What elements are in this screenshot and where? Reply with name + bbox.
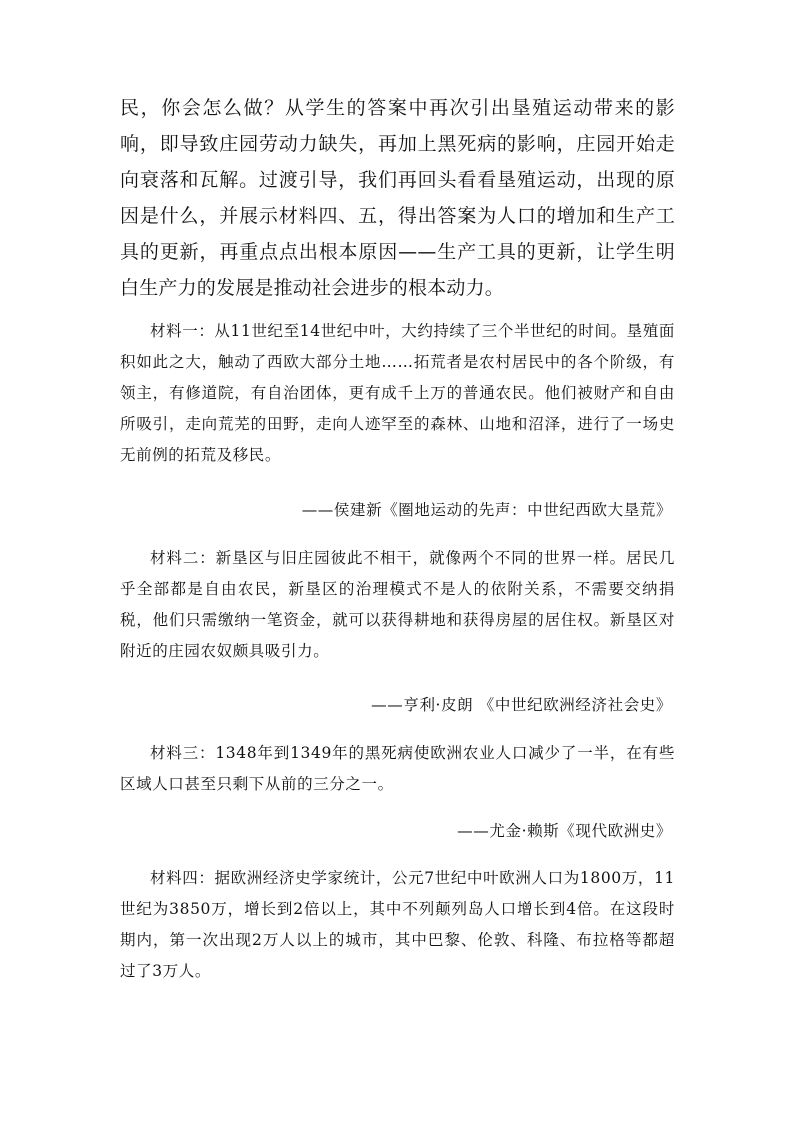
material-one-text: 材料一：从11世纪至14世纪中叶，大约持续了三个半世纪的时间。垦殖面积如此之大，触动了西欧大部分土地……拓荒者是农村居民中的各个阶级，有领主，有修道院，有自治团体，更有成千上万的普通农民。他们被财产和自由所吸引，走向荒芜的田野，走向人迹罕至的森林、山地和沼泽，进行了一场史无前例的拓荒及移民。 xyxy=(120,322,675,464)
material-four-text: 材料四：据欧洲经济史学家统计，公元7世纪中叶欧洲人口为1800万，11世纪为3850万，增长到2倍以上，其中不列颠列岛人口增长到4倍。在这段时期内，第一次出现2万人以上的城市，其中巴黎、伦敦、科隆、布拉格等都超过了3万人。 xyxy=(120,869,675,980)
material-three-text: 材料三：1348年到1349年的黑死病使欧洲农业人口减少了一半，在有些区域人口甚至只剩下从前的三分之一。 xyxy=(120,744,675,793)
material-three-source: ——尤金·赖斯《现代欧洲史》 xyxy=(457,822,672,840)
material-two-source: ——亨利·皮朗 《中世纪欧洲经济社会史》 xyxy=(371,696,672,714)
material-two-text: 材料二：新垦区与旧庄园彼此不相干，就像两个不同的世界一样。居民几乎全部都是自由农民，新垦区的治理模式不是人的依附关系，不需要交纳捐税，他们只需缴纳一笔资金，就可以获得耕地和获得房屋的居住权。新垦区对附近的庄园农奴颇具吸引力。 xyxy=(120,549,675,660)
material-one-source: ——侯建新《圈地运动的先声：中世纪西欧大垦荒》 xyxy=(301,501,672,519)
intro-paragraph: 民，你会怎么做？从学生的答案中再次引出垦殖运动带来的影响，即导致庄园劳动力缺失，再加上黑死病的影响，庄园开始走向衰落和瓦解。过渡引导，我们再回头看看垦殖运动，出现的原因是什么，并展示材料四、五，得出答案为人口的增加和生产工具的更新，再重点点出根本原因——生产工具的更新，让学生明白生产力的发展是推动社会进步的根本动力。 xyxy=(120,97,675,299)
